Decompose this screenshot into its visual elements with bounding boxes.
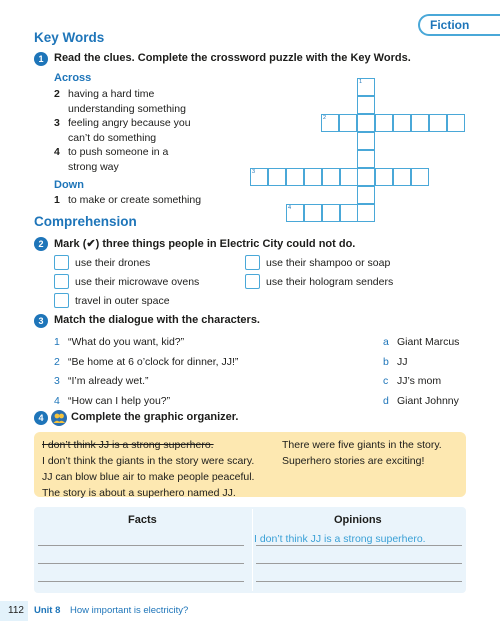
statements-right bbox=[282, 437, 442, 469]
clue-across-4 bbox=[54, 145, 191, 160]
checkbox-microwave[interactable] bbox=[54, 274, 69, 289]
crossword-cell[interactable] bbox=[357, 168, 375, 186]
crossword-cell[interactable] bbox=[357, 114, 375, 132]
example-opinion: I don’t think JJ is a strong superhero. bbox=[254, 533, 426, 545]
checkbox-hologram[interactable] bbox=[245, 274, 260, 289]
activity-3-instruction: Match the dialogue with the characters. bbox=[54, 314, 260, 326]
crossword-cell[interactable] bbox=[286, 204, 304, 222]
activity-number-2: 2 bbox=[34, 237, 48, 251]
across-label: Across bbox=[54, 72, 92, 84]
crossword-cell[interactable] bbox=[321, 114, 339, 132]
crossword-cell[interactable] bbox=[393, 114, 411, 132]
option-label: use their drones bbox=[75, 257, 151, 269]
crossword-cell[interactable] bbox=[357, 132, 375, 150]
down-label: Down bbox=[54, 179, 84, 191]
crossword-cell[interactable] bbox=[375, 114, 393, 132]
activity-number-1: 1 bbox=[34, 52, 48, 66]
character-letter: a bbox=[383, 336, 389, 348]
pair-work-icon bbox=[51, 410, 67, 426]
facts-answer-line[interactable] bbox=[38, 581, 244, 582]
crossword-cell[interactable] bbox=[357, 96, 375, 114]
character-item bbox=[383, 372, 459, 392]
statement: The story is about a superhero named JJ. bbox=[42, 487, 236, 499]
option-label: travel in outer space bbox=[75, 295, 170, 307]
cell-number: 4 bbox=[288, 205, 292, 211]
clue-number: 3 bbox=[54, 117, 60, 129]
quotes-list bbox=[54, 333, 238, 411]
facts-answer-line[interactable] bbox=[38, 545, 244, 546]
quote-text: “How can I help you?” bbox=[68, 394, 171, 407]
character-name: JJ bbox=[397, 355, 408, 368]
character-letter: c bbox=[383, 375, 389, 387]
crossword-cell[interactable] bbox=[304, 168, 322, 186]
crossword-cell[interactable] bbox=[322, 168, 340, 186]
crossword-cell[interactable] bbox=[411, 168, 429, 186]
quote-text: “What do you want, kid?” bbox=[68, 336, 185, 348]
crossword-cell[interactable] bbox=[357, 204, 375, 222]
checkbox-shampoo[interactable] bbox=[245, 255, 260, 270]
statement-used: I don’t think JJ is a strong superhero. bbox=[42, 439, 214, 451]
crossword-cell[interactable] bbox=[375, 168, 393, 186]
clue-number: 2 bbox=[54, 88, 60, 100]
quote-number: 2 bbox=[54, 355, 60, 368]
across-clues bbox=[54, 87, 191, 174]
crossword-cell[interactable] bbox=[357, 186, 375, 204]
character-letter: b bbox=[383, 355, 389, 368]
statements-left bbox=[42, 437, 254, 501]
cell-number: 3 bbox=[252, 169, 256, 175]
option-label: use their hologram senders bbox=[266, 276, 394, 288]
crossword-cell[interactable] bbox=[357, 150, 375, 168]
quote-text: “I’m already wet.” bbox=[68, 375, 149, 387]
clue-text: understanding something bbox=[68, 102, 186, 115]
facts-header: Facts bbox=[128, 514, 157, 526]
quote-number: 4 bbox=[54, 394, 60, 407]
character-name: Giant Marcus bbox=[397, 336, 460, 348]
crossword-cell[interactable] bbox=[340, 168, 358, 186]
clue-down-1 bbox=[54, 194, 201, 206]
activity-4-instruction: Complete the graphic organizer. bbox=[71, 411, 239, 423]
option-label: use their shampoo or soap bbox=[266, 257, 391, 269]
option-label: use their microwave ovens bbox=[75, 276, 200, 288]
section-tab bbox=[418, 14, 500, 36]
clue-text: can’t do something bbox=[68, 131, 157, 144]
crossword-cell[interactable] bbox=[340, 204, 358, 222]
crossword-cell[interactable] bbox=[268, 168, 286, 186]
character-name: Giant Johnny bbox=[397, 394, 459, 407]
character-item bbox=[383, 353, 459, 373]
activity-2-instruction: Mark (✔) three things people in Electric City could not do. bbox=[54, 238, 356, 250]
opinions-header: Opinions bbox=[334, 514, 382, 526]
key-words-heading: Key Words bbox=[34, 30, 105, 45]
comprehension-heading: Comprehension bbox=[34, 214, 137, 229]
crossword-cell[interactable] bbox=[250, 168, 268, 186]
opinions-answer-line[interactable] bbox=[256, 581, 462, 582]
character-item bbox=[383, 392, 459, 412]
crossword-cell[interactable] bbox=[393, 168, 411, 186]
crossword-cell[interactable] bbox=[447, 114, 465, 132]
opinions-answer-line[interactable] bbox=[256, 545, 462, 546]
checkbox-outer-space[interactable] bbox=[54, 293, 69, 308]
statement: There were five giants in the story. bbox=[282, 439, 442, 451]
column-divider bbox=[252, 509, 253, 591]
facts-answer-line[interactable] bbox=[38, 563, 244, 564]
crossword-cell[interactable] bbox=[304, 204, 322, 222]
activity-number-4: 4 bbox=[34, 411, 48, 425]
unit-title: How important is electricity? bbox=[70, 605, 189, 616]
unit-label: Unit 8 bbox=[34, 605, 61, 616]
crossword-cell[interactable] bbox=[429, 114, 447, 132]
quote-number: 3 bbox=[54, 375, 60, 387]
crossword-cell[interactable] bbox=[411, 114, 429, 132]
crossword-cell[interactable] bbox=[357, 78, 375, 96]
clue-across-2 bbox=[54, 87, 191, 102]
clue-text: strong way bbox=[68, 160, 119, 173]
clue-across-3 bbox=[54, 116, 191, 131]
crossword-cell[interactable] bbox=[339, 114, 357, 132]
quote-text: “Be home at 6 o’clock for dinner, JJ!” bbox=[68, 355, 239, 368]
clue-text: to make or create something bbox=[68, 194, 202, 206]
character-item bbox=[383, 333, 459, 353]
character-letter: d bbox=[383, 394, 389, 407]
activity-1-instruction: Read the clues. Complete the crossword puzzle with the Key Words. bbox=[54, 52, 411, 64]
clue-number: 1 bbox=[54, 194, 60, 206]
quote-item bbox=[54, 353, 238, 373]
cell-number: 1 bbox=[359, 79, 363, 85]
statement: I don’t think the giants in the story were scary. bbox=[42, 455, 255, 467]
quote-number: 1 bbox=[54, 336, 60, 348]
quote-item bbox=[54, 392, 238, 412]
section-tab-label: Fiction bbox=[430, 18, 470, 32]
activity-number-3: 3 bbox=[34, 314, 48, 328]
crossword-cell[interactable] bbox=[286, 168, 304, 186]
crossword-cell[interactable] bbox=[322, 204, 340, 222]
cell-number: 2 bbox=[323, 115, 327, 121]
clue-number: 4 bbox=[54, 146, 60, 158]
quote-item bbox=[54, 333, 238, 353]
page-number: 112 bbox=[8, 605, 24, 616]
clue-text: having a hard time bbox=[68, 88, 155, 100]
character-name: JJ’s mom bbox=[397, 375, 442, 387]
quote-item bbox=[54, 372, 238, 392]
clue-text: to push someone in a bbox=[68, 146, 169, 158]
opinions-answer-line[interactable] bbox=[256, 563, 462, 564]
statement: JJ can blow blue air to make people peaceful. bbox=[42, 471, 255, 483]
characters-list bbox=[383, 333, 459, 411]
clue-text: feeling angry because you bbox=[68, 117, 191, 129]
checkbox-drones[interactable] bbox=[54, 255, 69, 270]
statement: Superhero stories are exciting! bbox=[282, 455, 425, 467]
